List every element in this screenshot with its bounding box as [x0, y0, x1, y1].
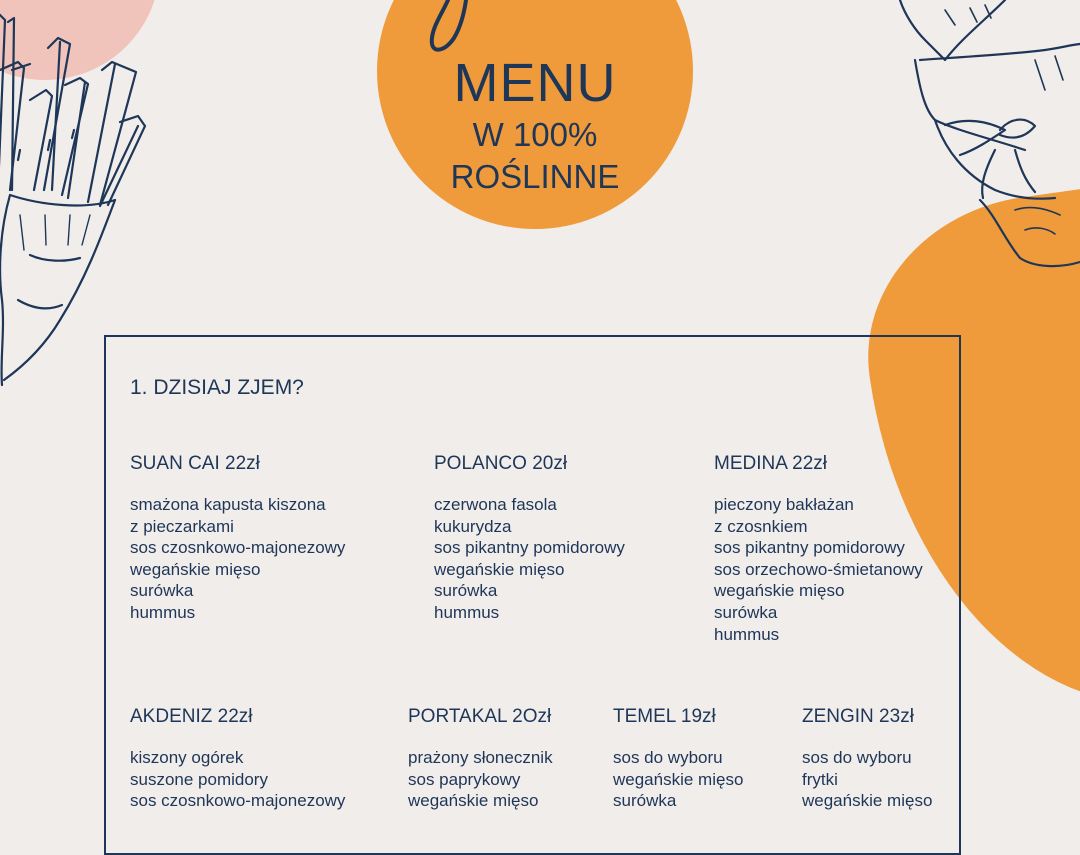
dish-card: [613, 706, 743, 812]
fries-sketch-icon: [0, 0, 165, 390]
dish-card: [130, 453, 345, 624]
ingredient-item: wegańskie mięso: [434, 559, 565, 579]
ingredient-item: surówka: [434, 581, 498, 601]
page-subtitle-line2: ROŚLINNE: [450, 158, 620, 195]
wrap-sketch-icon: [885, 0, 1080, 280]
dish-title: AKDENIZ 22zł: [130, 706, 253, 727]
page-subtitle-line1: W 100%: [472, 116, 598, 153]
ingredient-item: z czosnkiem: [714, 516, 808, 536]
dish-title: TEMEL 19zł: [613, 706, 716, 727]
page-title: MENU: [453, 53, 617, 113]
dish-ingredients: [408, 747, 553, 812]
dish-ingredients: [714, 494, 923, 645]
ingredient-item: sos do wyboru: [613, 748, 723, 767]
dish-card: [714, 453, 923, 645]
ingredient-item: sos pikantny pomidorowy: [714, 538, 905, 558]
ingredient-item: wegańskie mięso: [802, 791, 933, 811]
ingredient-item: sos orzechowo-śmietanowy: [714, 559, 923, 579]
dish-ingredients: [130, 494, 345, 624]
dish-card: [434, 453, 625, 624]
ingredient-item: hummus: [434, 602, 500, 622]
ingredient-item: wegańskie mięso: [130, 559, 261, 579]
ingredient-item: pieczony bakłażan: [714, 495, 854, 514]
ingredient-item: wegańskie mięso: [613, 769, 744, 789]
dish-title: SUAN CAI 22zł: [130, 453, 260, 474]
dish-ingredients: [434, 494, 625, 624]
ingredient-item: hummus: [130, 602, 196, 622]
ingredient-item: sos pikantny pomidorowy: [434, 538, 625, 558]
dish-ingredients: [802, 747, 932, 812]
dish-card: [408, 706, 553, 812]
section-heading: 1. DZISIAJ ZJEM?: [130, 376, 304, 399]
ingredient-item: surówka: [714, 602, 778, 622]
ingredient-item: sos czosnkowo-majonezowy: [130, 538, 346, 558]
dish-ingredients: [130, 747, 345, 812]
dish-title: POLANCO 20zł: [434, 453, 568, 474]
ingredient-item: hummus: [714, 624, 780, 644]
ingredient-item: kukurydza: [434, 516, 512, 536]
ingredient-item: surówka: [613, 791, 677, 811]
dish-card: [130, 706, 345, 812]
dish-title: ZENGIN 23zł: [802, 706, 914, 727]
ingredient-item: wegańskie mięso: [714, 581, 845, 601]
ingredient-item: kiszony ogórek: [130, 748, 244, 767]
dish-title: MEDINA 22zł: [714, 453, 827, 474]
script-flourish-icon: [420, 0, 480, 56]
ingredient-item: sos paprykowy: [408, 769, 521, 789]
dish-title: PORTAKAL 2Ozł: [408, 706, 552, 727]
ingredient-item: smażona kapusta kiszona: [130, 495, 326, 514]
ingredient-item: surówka: [130, 581, 194, 601]
dish-card: [802, 706, 932, 812]
ingredient-item: wegańskie mięso: [408, 791, 539, 811]
ingredient-item: z pieczarkami: [130, 516, 234, 536]
ingredient-item: prażony słonecznik: [408, 748, 553, 767]
ingredient-item: frytki: [802, 769, 838, 789]
ingredient-item: suszone pomidory: [130, 769, 268, 789]
dish-ingredients: [613, 747, 743, 812]
ingredient-item: sos do wyboru: [802, 748, 912, 767]
ingredient-item: sos czosnkowo-majonezowy: [130, 791, 346, 811]
ingredient-item: czerwona fasola: [434, 495, 557, 514]
